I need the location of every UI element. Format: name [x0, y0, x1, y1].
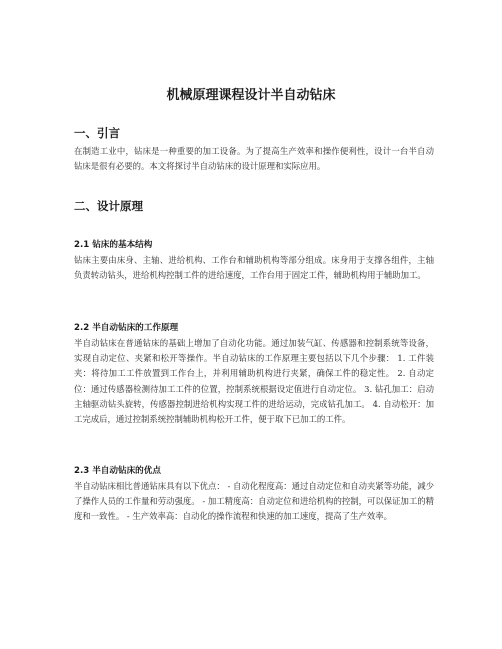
- subsection-heading-advantages: 2.3 半自动钻床的优点: [74, 466, 161, 476]
- subsection-paragraph-basic-structure: 钻床主要由床身、主轴、进给机构、工作台和辅助机构等部分组成。床身用于支撑各组件，主轴负责转动钻头，进给机构控制工件的进给速度，工作台用于固定工件，辅助机构用于辅助加工。: [74, 255, 434, 281]
- subsection-heading-working-principle: 2.2 半自动钻床的工作原理: [74, 323, 179, 333]
- subsection-paragraph-working-principle: 半自动钻床在普通钻床的基础上增加了自动化功能。通过加装气缸、传感器和控制系统等设备，实现自动定位、夹紧和松开等操作。半自动钻床的工作原理主要包括以下几个步骤： 1. 工件装夹：将待加工工件放置到工作台上，并利用辅助机构进行夹紧，确保工件的稳定性。 2. 自动定位：通过传感器检测待加工工件的位置，控制系统根据设定值进行自动定位。 3. 钻孔加工：启动主轴驱动钻头旋转，传感器控制进给机构实现工件的进给运动，完成钻孔加工。 4. 自动松开：加工完成后，通过控制系统控制辅助机构松开工件，便于取下已加工的工件。: [74, 338, 434, 425]
- section-heading-design-principle: 二、设计原理: [74, 199, 143, 213]
- subsection-paragraph-advantages: 半自动钻床相比普通钻床具有以下优点： - 自动化程度高：通过自动定位和自动夹紧等功能，减少了操作人员的工作量和劳动强度。 - 加工精度高：自动定位和进给机构的控制，可以保证加工的精度和一致性。 - 生产效率高：自动化的操作流程和快速的加工速度，提高了生产效率。: [74, 481, 434, 522]
- section-paragraph-introduction: 在制造工业中，钻床是一种重要的加工设备。为了提高生产效率和操作便利性，设计一台半自动钻床是很有必要的。本文将探讨半自动钻床的设计原理和实际应用。: [74, 146, 434, 172]
- document-title: 机械原理课程设计半自动钻床: [166, 88, 336, 103]
- subsection-heading-basic-structure: 2.1 钻床的基本结构: [74, 240, 153, 250]
- section-heading-introduction: 一、引言: [74, 126, 120, 140]
